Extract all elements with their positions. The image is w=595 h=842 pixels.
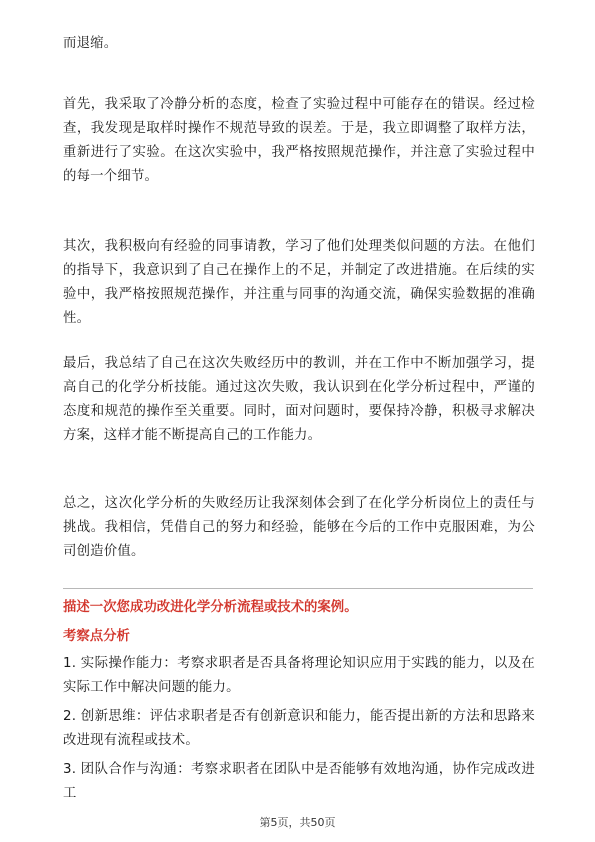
section-divider <box>63 588 533 589</box>
list-item: 2. 创新思维：评估求职者是否有创新意识和能力，能否提出新的方法和思路来改进现有流程或技术。 <box>63 709 535 748</box>
section-title: 考察点分析 <box>63 629 130 644</box>
paragraph-continuation: 而退缩。 <box>63 36 118 51</box>
assessment-points-list <box>63 652 535 811</box>
paragraph-first: 首先，我采取了冷静分析的态度，检查了实验过程中可能存在的错误。经过检查，我发现是取样时操作不规范导致的误差。于是，我立即调整了取样方法，重新进行了实验。在这次实验中，我严格按照规范操作，并注意了实验过程中的每一个细节。 <box>63 97 535 184</box>
page-footer: 第5页，共50页 <box>259 816 336 829</box>
list-item: 1. 实际操作能力：考察求职者是否具备将理论知识应用于实践的能力，以及在实际工作中解决问题的能力。 <box>63 656 535 695</box>
interview-question: 描述一次您成功改进化学分析流程或技术的案例。 <box>63 600 358 615</box>
paragraph-last: 最后，我总结了自己在这次失败经历中的教训，并在工作中不断加强学习，提高自己的化学分析技能。通过这次失败，我认识到在化学分析过程中，严谨的态度和规范的操作至关重要。同时，面对问题时，要保持冷静，积极寻求解决方案，这样才能不断提高自己的工作能力。 <box>63 356 535 443</box>
list-item: 3. 团队合作与沟通：考察求职者在团队中是否能够有效地沟通，协作完成改进工 <box>63 762 535 801</box>
paragraph-second: 其次，我积极向有经验的同事请教，学习了他们处理类似问题的方法。在他们的指导下，我意识到了自己在操作上的不足，并制定了改进措施。在后续的实验中，我严格按照规范操作，并注重与同事的沟通交流，确保实验数据的准确性。 <box>63 239 535 326</box>
paragraph-conclusion: 总之，这次化学分析的失败经历让我深刻体会到了在化学分析岗位上的责任与挑战。我相信，凭借自己的努力和经验，能够在今后的工作中克服困难，为公司创造价值。 <box>63 496 535 559</box>
